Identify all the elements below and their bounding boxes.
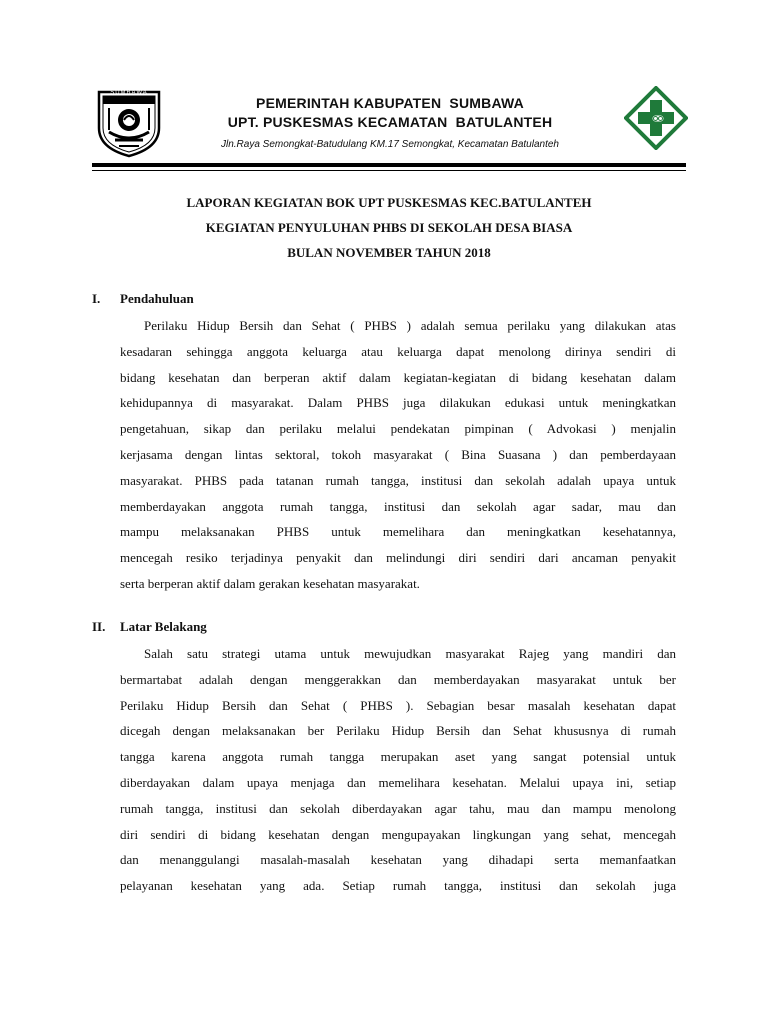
paragraph-line: kesadaran sehingga anggota keluarga atau keluarga dapat menolong dirinya sendiri di xyxy=(120,343,676,359)
paragraph-line: diberdayakan dalam upaya menjaga dan memelihara kesehatan. Melalui upaya ini, setiap xyxy=(120,774,676,790)
paragraph-line: masyarakat. PHBS pada tatanan rumah tangga, institusi dan sekolah adalah upaya untuk xyxy=(120,472,676,488)
section-pendahuluan xyxy=(92,289,676,597)
section-paragraph xyxy=(120,641,676,899)
paragraph-line: pelayanan kesehatan yang ada. Setiap rumah tangga, institusi dan sekolah juga xyxy=(120,878,676,894)
paragraph-line: Salah satu strategi utama untuk mewujudkan masyarakat Rajeg yang mandiri dan xyxy=(144,646,676,661)
paragraph-line: serta berperan aktif dalam gerakan kesehatan masyarakat. xyxy=(120,575,420,591)
letterhead-rule-thin xyxy=(92,170,686,171)
paragraph-line: Perilaku Hidup Bersih dan Sehat ( PHBS ). Sebagian besar masalah kesehatan dapat xyxy=(120,697,676,713)
letterhead-line1: PEMERINTAH KABUPATEN SUMBAWA xyxy=(256,95,524,111)
paragraph-line: tangga karena anggota rumah tangga merupakan aset yang sangat potensial untuk xyxy=(120,749,676,765)
section-number: I. xyxy=(92,291,101,306)
paragraph-line: mencegah resiko terjadinya penyakit dan melindungi diri sendiri dari ancaman penyakit xyxy=(120,550,676,566)
section-number: II. xyxy=(92,619,106,634)
paragraph-line: dan menanggulangi masalah-masalah kesehatan yang dihadapi serta memanfaatkan xyxy=(120,852,676,868)
paragraph-line: diri sendiri di bidang kesehatan dengan mengupayakan lingkungan yang sehat, mencegah xyxy=(120,826,676,842)
section-title: Latar Belakang xyxy=(120,619,207,634)
paragraph-line: Perilaku Hidup Bersih dan Sehat ( PHBS ) adalah semua perilaku yang dilakukan atas xyxy=(144,318,676,333)
paragraph-line: pengetahuan, sikap dan perilaku melalui pendekatan pimpinan ( Advokasi ) menjalin xyxy=(120,421,676,437)
paragraph-line: dicegah dengan melaksanakan ber Perilaku Hidup Bersih dan Sehat khususnya di rumah xyxy=(120,723,676,739)
title-line3: BULAN NOVEMBER TAHUN 2018 xyxy=(287,245,491,260)
section-heading xyxy=(92,617,676,637)
letterhead xyxy=(170,94,610,154)
section-paragraph xyxy=(120,313,676,597)
letterhead-rule-thick xyxy=(92,163,686,167)
puskesmas-cross-logo-icon xyxy=(624,86,688,150)
paragraph-line: bermartabat adalah dengan menggerakkan dan memberdayakan masyarakat untuk ber xyxy=(120,671,676,687)
paragraph-line: kerjasama dengan lintas sektoral, tokoh masyarakat ( Bina Suasana ) dan pemberdayaan xyxy=(120,446,676,462)
kabupaten-emblem-icon xyxy=(95,88,163,158)
letterhead-address: Jln.Raya Semongkat-Batudulang KM.17 Semongkat, Kecamatan Batulanteh xyxy=(221,139,559,150)
emblem-label: SUMBAWA xyxy=(110,90,148,96)
paragraph-line: mampu melaksanakan PHBS untuk memelihara dan meningkatkan kesehatannya, xyxy=(120,524,676,540)
paragraph-line: bidang kesehatan dan berperan aktif dalam kegiatan-kegiatan di bidang kesehatan dalam xyxy=(120,369,676,385)
paragraph-line: memberdayakan anggota rumah tangga, institusi dan sekolah agar sadar, mau dan xyxy=(120,498,676,514)
letterhead-line2: UPT. PUSKESMAS KECAMATAN BATULANTEH xyxy=(227,114,553,130)
paragraph-line: rumah tangga, institusi dan sekolah diberdayakan agar tahu, mau dan mampu menolong xyxy=(120,800,676,816)
paragraph-line: kehidupannya di masyarakat. Dalam PHBS juga dilakukan edukasi untuk meningkatkan xyxy=(120,395,676,411)
section-heading xyxy=(92,289,676,309)
section-title: Pendahuluan xyxy=(120,291,194,306)
section-latar-belakang xyxy=(92,617,676,899)
title-line1: LAPORAN KEGIATAN BOK UPT PUSKESMAS KEC.BATULANTEH xyxy=(186,195,592,210)
report-title xyxy=(92,190,686,265)
title-line2: KEGIATAN PENYULUHAN PHBS DI SEKOLAH DESA BIASA xyxy=(205,220,573,235)
